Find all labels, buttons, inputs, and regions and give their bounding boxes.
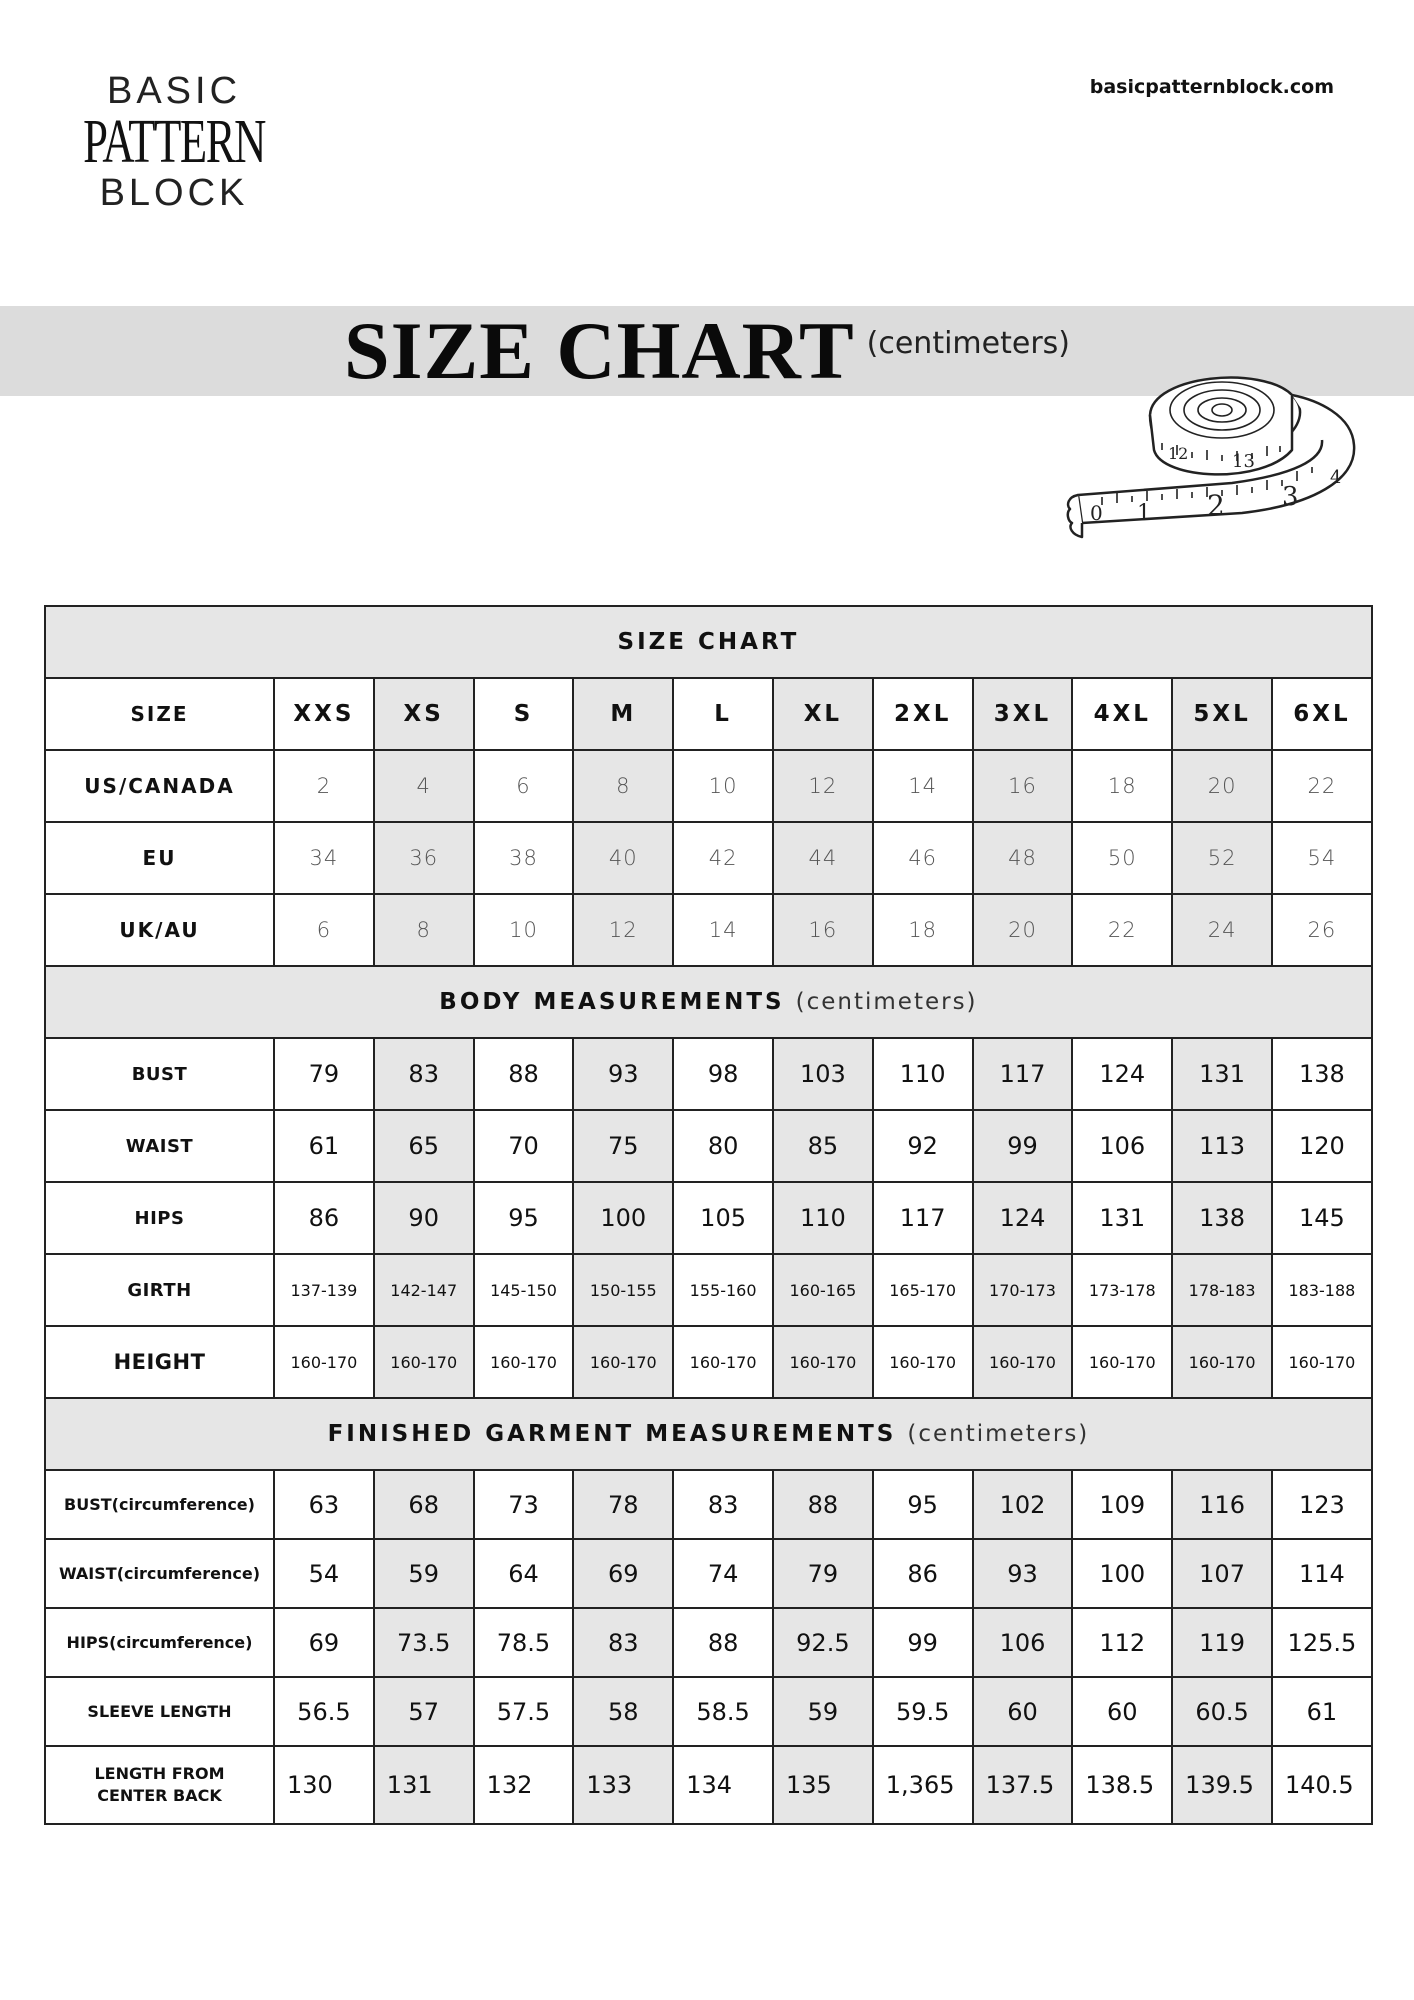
- value-cell: 57.5: [474, 1677, 574, 1746]
- value-cell: 6: [474, 750, 574, 822]
- value-cell: 173-178: [1072, 1254, 1172, 1326]
- value-cell: 4: [374, 750, 474, 822]
- value-cell: 139.5: [1172, 1746, 1272, 1824]
- row-label: GIRTH: [45, 1254, 274, 1326]
- value-cell: 112: [1072, 1608, 1172, 1677]
- value-cell: 61: [274, 1110, 374, 1182]
- size-cell: 6XL: [1272, 678, 1372, 750]
- row-label: HIPS: [45, 1182, 274, 1254]
- row-label: HIPS(circumference): [45, 1608, 274, 1677]
- value-cell: 106: [973, 1608, 1073, 1677]
- size-cell: XS: [374, 678, 474, 750]
- value-cell: 59.5: [873, 1677, 973, 1746]
- value-cell: 42: [673, 822, 773, 894]
- measuring-tape-icon: [1062, 355, 1372, 560]
- value-cell: 131: [374, 1746, 474, 1824]
- value-cell: 170-173: [973, 1254, 1073, 1326]
- value-cell: 12: [573, 894, 673, 966]
- value-cell: 60: [1072, 1677, 1172, 1746]
- svg-text:2: 2: [1207, 489, 1225, 522]
- value-cell: 85: [773, 1110, 873, 1182]
- value-cell: 137-139: [274, 1254, 374, 1326]
- size-label: SIZE: [45, 678, 274, 750]
- website-link[interactable]: basicpatternblock.com: [1089, 76, 1334, 98]
- page-title-text: SIZE CHART: [344, 305, 855, 396]
- row-label: SLEEVE LENGTH: [45, 1677, 274, 1746]
- value-cell: 69: [573, 1539, 673, 1608]
- size-cell: M: [573, 678, 673, 750]
- value-cell: 70: [474, 1110, 574, 1182]
- value-cell: 160-170: [474, 1326, 574, 1398]
- size-cell: L: [673, 678, 773, 750]
- page-title-unit: (centimeters): [866, 325, 1070, 361]
- brand-logo: [74, 70, 274, 214]
- value-cell: 83: [573, 1608, 673, 1677]
- value-cell: 117: [873, 1182, 973, 1254]
- value-cell: 64: [474, 1539, 574, 1608]
- value-cell: 44: [773, 822, 873, 894]
- body-measurements-unit: (centimeters): [795, 989, 978, 1015]
- value-cell: 155-160: [673, 1254, 773, 1326]
- value-cell: 54: [274, 1539, 374, 1608]
- value-cell: 132: [474, 1746, 574, 1824]
- value-cell: 100: [1072, 1539, 1172, 1608]
- size-cell: XL: [773, 678, 873, 750]
- value-cell: 138: [1172, 1182, 1272, 1254]
- value-cell: 160-170: [873, 1326, 973, 1398]
- value-cell: 26: [1272, 894, 1372, 966]
- value-cell: 75: [573, 1110, 673, 1182]
- value-cell: 59: [773, 1677, 873, 1746]
- value-cell: 160-170: [673, 1326, 773, 1398]
- value-cell: 137.5: [973, 1746, 1073, 1824]
- value-cell: 16: [973, 750, 1073, 822]
- value-cell: 58: [573, 1677, 673, 1746]
- value-cell: 14: [673, 894, 773, 966]
- garment-row-sleeve-length: [45, 1677, 1372, 1746]
- value-cell: 106: [1072, 1110, 1172, 1182]
- value-cell: 124: [1072, 1038, 1172, 1110]
- logo-line-2: PATTERN: [83, 108, 265, 176]
- value-cell: 105: [673, 1182, 773, 1254]
- garment-row-waist: [45, 1539, 1372, 1608]
- body-row-height: [45, 1326, 1372, 1398]
- value-cell: 73: [474, 1470, 574, 1539]
- body-row-girth: [45, 1254, 1372, 1326]
- value-cell: 131: [1172, 1038, 1272, 1110]
- svg-text:0: 0: [1090, 501, 1103, 525]
- value-cell: 92: [873, 1110, 973, 1182]
- size-cell: 2XL: [873, 678, 973, 750]
- garment-measurements-title-text: FINISHED GARMENT MEASUREMENTS: [327, 1421, 897, 1447]
- size-cell: S: [474, 678, 574, 750]
- value-cell: 103: [773, 1038, 873, 1110]
- value-cell: 34: [274, 822, 374, 894]
- body-row-waist: [45, 1110, 1372, 1182]
- value-cell: 90: [374, 1182, 474, 1254]
- value-cell: 18: [1072, 750, 1172, 822]
- value-cell: 46: [873, 822, 973, 894]
- value-cell: 160-170: [1072, 1326, 1172, 1398]
- svg-text:4: 4: [1330, 467, 1342, 488]
- value-cell: 24: [1172, 894, 1272, 966]
- row-label: UK/AU: [45, 894, 274, 966]
- size-chart-title: SIZE CHART: [45, 606, 1372, 678]
- body-row-hips: [45, 1182, 1372, 1254]
- value-cell: 2: [274, 750, 374, 822]
- value-cell: 107: [1172, 1539, 1272, 1608]
- value-cell: 183-188: [1272, 1254, 1372, 1326]
- value-cell: 140.5: [1272, 1746, 1372, 1824]
- value-cell: 120: [1272, 1110, 1372, 1182]
- value-cell: 160-170: [374, 1326, 474, 1398]
- value-cell: 63: [274, 1470, 374, 1539]
- row-label: HEIGHT: [45, 1326, 274, 1398]
- value-cell: 14: [873, 750, 973, 822]
- value-cell: 86: [873, 1539, 973, 1608]
- value-cell: 20: [1172, 750, 1272, 822]
- value-cell: 160-170: [973, 1326, 1073, 1398]
- value-cell: 6: [274, 894, 374, 966]
- value-cell: 38: [474, 822, 574, 894]
- body-measurements-title: [45, 966, 1372, 1038]
- value-cell: 22: [1272, 750, 1372, 822]
- logo-line-3: BLOCK: [99, 172, 249, 214]
- size-cell: 3XL: [973, 678, 1073, 750]
- value-cell: 79: [274, 1038, 374, 1110]
- value-cell: 160-170: [573, 1326, 673, 1398]
- row-label: LENGTH FROM CENTER BACK: [45, 1746, 274, 1824]
- size-cell: 5XL: [1172, 678, 1272, 750]
- value-cell: 1,365: [873, 1746, 973, 1824]
- value-cell: 18: [873, 894, 973, 966]
- row-label: BUST: [45, 1038, 274, 1110]
- value-cell: 22: [1072, 894, 1172, 966]
- value-cell: 109: [1072, 1470, 1172, 1539]
- size-row: [45, 678, 1372, 750]
- value-cell: 98: [673, 1038, 773, 1110]
- value-cell: 36: [374, 822, 474, 894]
- value-cell: 160-170: [274, 1326, 374, 1398]
- value-cell: 68: [374, 1470, 474, 1539]
- svg-text:12: 12: [1168, 444, 1189, 463]
- value-cell: 52: [1172, 822, 1272, 894]
- value-cell: 160-165: [773, 1254, 873, 1326]
- value-cell: 100: [573, 1182, 673, 1254]
- garment-row-length-from-center-back: [45, 1746, 1372, 1824]
- value-cell: 99: [873, 1608, 973, 1677]
- garment-row-hips: [45, 1608, 1372, 1677]
- value-cell: 119: [1172, 1608, 1272, 1677]
- value-cell: 138: [1272, 1038, 1372, 1110]
- value-cell: 117: [973, 1038, 1073, 1110]
- value-cell: 88: [474, 1038, 574, 1110]
- value-cell: 178-183: [1172, 1254, 1272, 1326]
- value-cell: 58.5: [673, 1677, 773, 1746]
- value-cell: 142-147: [374, 1254, 474, 1326]
- value-cell: 123: [1272, 1470, 1372, 1539]
- value-cell: 80: [673, 1110, 773, 1182]
- value-cell: 160-170: [1272, 1326, 1372, 1398]
- svg-text:1: 1: [1137, 501, 1151, 526]
- row-label: EU: [45, 822, 274, 894]
- size-cell: XXS: [274, 678, 374, 750]
- value-cell: 60: [973, 1677, 1073, 1746]
- row-label: WAIST(circumference): [45, 1539, 274, 1608]
- value-cell: 88: [673, 1608, 773, 1677]
- value-cell: 10: [474, 894, 574, 966]
- value-cell: 165-170: [873, 1254, 973, 1326]
- value-cell: 56.5: [274, 1677, 374, 1746]
- size-chart-title-row: [45, 606, 1372, 678]
- value-cell: 131: [1072, 1182, 1172, 1254]
- garment-measurements-header-row: [45, 1398, 1372, 1470]
- value-cell: 110: [873, 1038, 973, 1110]
- garment-measurements-unit: (centimeters): [907, 1421, 1090, 1447]
- value-cell: 92.5: [773, 1608, 873, 1677]
- conversion-row-us-canada: [45, 750, 1372, 822]
- garment-row-bust: [45, 1470, 1372, 1539]
- value-cell: 79: [773, 1539, 873, 1608]
- conversion-row-uk-au: [45, 894, 1372, 966]
- value-cell: 78: [573, 1470, 673, 1539]
- value-cell: 86: [274, 1182, 374, 1254]
- value-cell: 150-155: [573, 1254, 673, 1326]
- value-cell: 57: [374, 1677, 474, 1746]
- conversion-row-eu: [45, 822, 1372, 894]
- value-cell: 48: [973, 822, 1073, 894]
- value-cell: 88: [773, 1470, 873, 1539]
- body-measurements-title-text: BODY MEASUREMENTS: [439, 989, 785, 1015]
- value-cell: 135: [773, 1746, 873, 1824]
- value-cell: 69: [274, 1608, 374, 1677]
- value-cell: 8: [573, 750, 673, 822]
- value-cell: 83: [673, 1470, 773, 1539]
- value-cell: 133: [573, 1746, 673, 1824]
- value-cell: 116: [1172, 1470, 1272, 1539]
- value-cell: 95: [873, 1470, 973, 1539]
- value-cell: 65: [374, 1110, 474, 1182]
- value-cell: 54: [1272, 822, 1372, 894]
- value-cell: 83: [374, 1038, 474, 1110]
- body-row-bust: [45, 1038, 1372, 1110]
- value-cell: 134: [673, 1746, 773, 1824]
- value-cell: 10: [673, 750, 773, 822]
- value-cell: 20: [973, 894, 1073, 966]
- value-cell: 130: [274, 1746, 374, 1824]
- value-cell: 160-170: [773, 1326, 873, 1398]
- value-cell: 74: [673, 1539, 773, 1608]
- svg-text:3: 3: [1282, 482, 1299, 512]
- value-cell: 102: [973, 1470, 1073, 1539]
- value-cell: 138.5: [1072, 1746, 1172, 1824]
- value-cell: 99: [973, 1110, 1073, 1182]
- logo-line-1: BASIC: [106, 70, 242, 112]
- value-cell: 60.5: [1172, 1677, 1272, 1746]
- value-cell: 95: [474, 1182, 574, 1254]
- value-cell: 73.5: [374, 1608, 474, 1677]
- value-cell: 125.5: [1272, 1608, 1372, 1677]
- value-cell: 110: [773, 1182, 873, 1254]
- row-label: US/CANADA: [45, 750, 274, 822]
- value-cell: 93: [973, 1539, 1073, 1608]
- value-cell: 160-170: [1172, 1326, 1272, 1398]
- body-measurements-header-row: [45, 966, 1372, 1038]
- size-cell: 4XL: [1072, 678, 1172, 750]
- value-cell: 12: [773, 750, 873, 822]
- value-cell: 114: [1272, 1539, 1372, 1608]
- value-cell: 40: [573, 822, 673, 894]
- garment-measurements-title: [45, 1398, 1372, 1470]
- value-cell: 145: [1272, 1182, 1372, 1254]
- row-label: WAIST: [45, 1110, 274, 1182]
- value-cell: 59: [374, 1539, 474, 1608]
- value-cell: 78.5: [474, 1608, 574, 1677]
- value-cell: 16: [773, 894, 873, 966]
- value-cell: 93: [573, 1038, 673, 1110]
- value-cell: 61: [1272, 1677, 1372, 1746]
- value-cell: 113: [1172, 1110, 1272, 1182]
- value-cell: 145-150: [474, 1254, 574, 1326]
- size-chart-table: [44, 605, 1373, 1825]
- svg-text:13: 13: [1232, 451, 1255, 472]
- value-cell: 8: [374, 894, 474, 966]
- value-cell: 50: [1072, 822, 1172, 894]
- value-cell: 124: [973, 1182, 1073, 1254]
- row-label: BUST(circumference): [45, 1470, 274, 1539]
